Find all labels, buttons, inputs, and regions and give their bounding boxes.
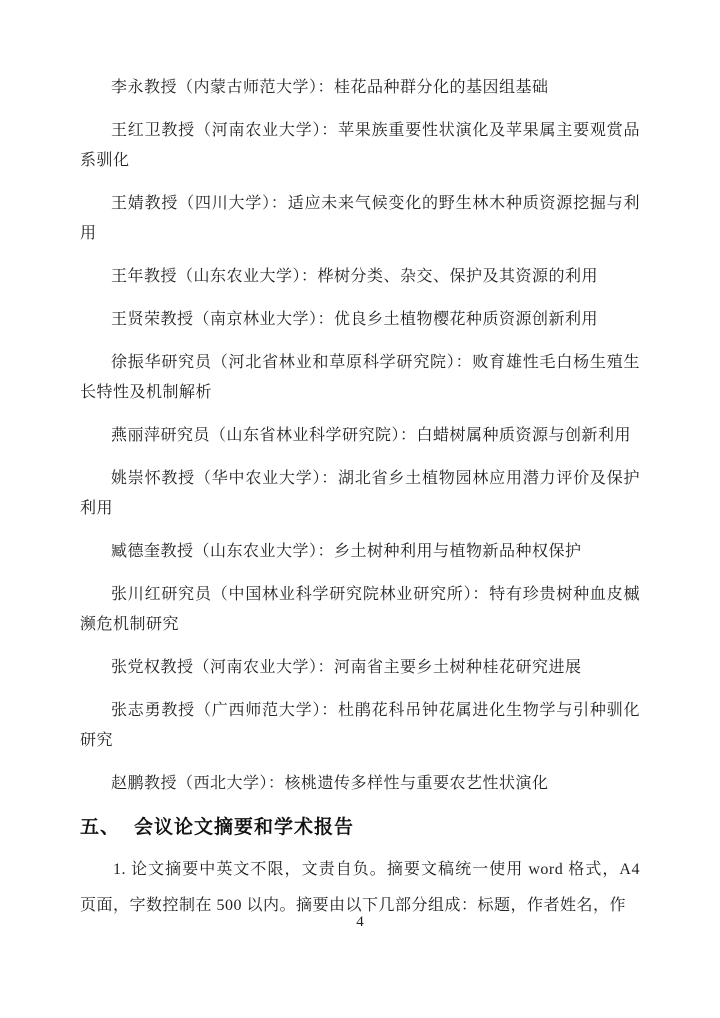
section-title: 会议论文摘要和学术报告 xyxy=(134,817,355,838)
report-item: 张川红研究员（中国林业科学研究院林业研究所）：特有珍贵树种血皮槭濒危机制研究 xyxy=(80,586,640,633)
section-number: 五、 xyxy=(80,817,121,838)
report-item: 臧德奎教授（山东农业大学）：乡土树种利用与植物新品种权保护 xyxy=(111,543,582,560)
report-item: 姚崇怀教授（华中农业大学）：湖北省乡土植物园林应用潜力评价及保护利用 xyxy=(80,470,640,517)
page-footer xyxy=(0,912,720,932)
page-content xyxy=(80,73,640,924)
page-number: 4 xyxy=(356,914,364,930)
report-item: 张党权教授（河南农业大学）：河南省主要乡土树种桂花研究进展 xyxy=(111,659,582,676)
speaker-report-list xyxy=(80,73,640,799)
report-item: 王年教授（山东农业大学）：桦树分类、杂交、保护及其资源的利用 xyxy=(111,268,599,285)
report-item: 王红卫教授（河南农业大学）：苹果族重要性状演化及苹果属主要观赏品系驯化 xyxy=(80,122,640,169)
report-item: 徐振华研究员（河北省林业和草原科学研究院）：败育雄性毛白杨生殖生长特性及机制解析 xyxy=(80,354,640,401)
abstract-instructions-paragraph: 1. 论文摘要中英文不限，文责自负。摘要文稿统一使用 word 格式，A4 页面，字数控制在 500 以内。摘要由以下几部分组成：标题，作者姓名，作 xyxy=(80,861,640,914)
report-item: 王贤荣教授（南京林业大学）：优良乡土植物樱花种质资源创新利用 xyxy=(111,311,599,328)
report-item: 燕丽萍研究员（山东省林业科学研究院）：白蜡树属种质资源与创新利用 xyxy=(111,427,632,444)
report-item: 张志勇教授（广西师范大学）：杜鹃花科吊钟花属进化生物学与引种驯化研究 xyxy=(80,702,640,749)
report-item: 王婧教授（四川大学）：适应未来气候变化的野生林木种质资源挖掘与利用 xyxy=(80,195,640,242)
report-item: 李永教授（内蒙古师范大学）：桂花品种群分化的基因组基础 xyxy=(111,79,549,96)
section-heading xyxy=(80,812,640,844)
report-item: 赵鹏教授（西北大学）：核桃遗传多样性与重要农艺性状演化 xyxy=(111,775,549,792)
